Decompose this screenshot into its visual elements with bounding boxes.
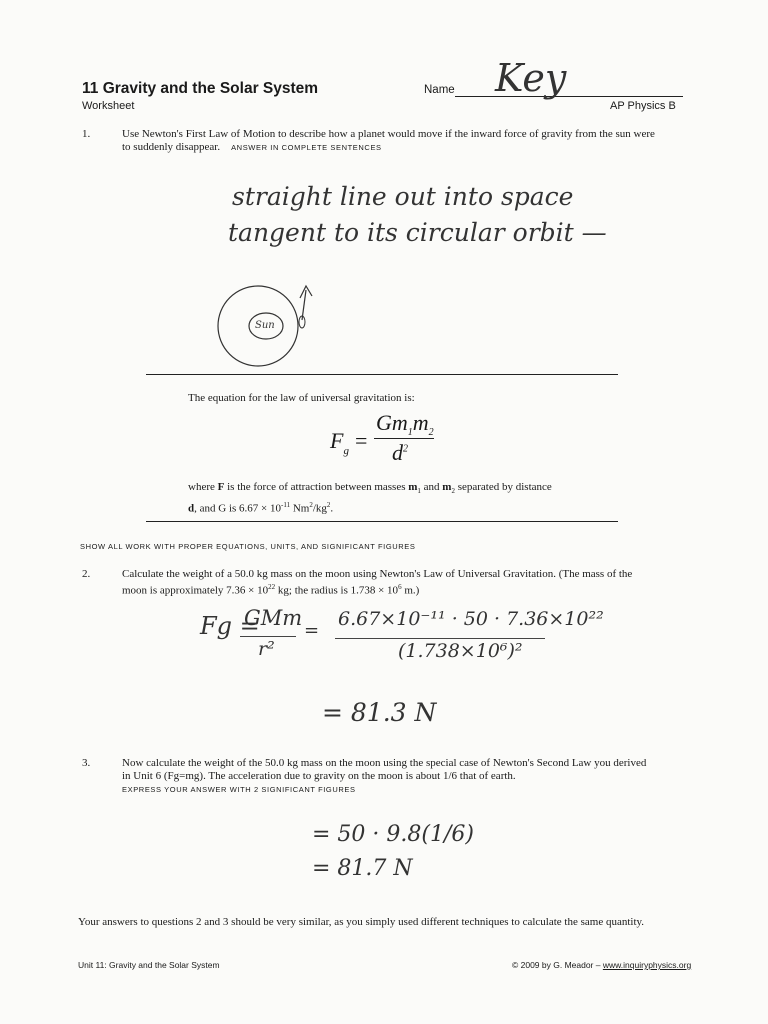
q2-line2-a: moon is approximately 7.36 × 10	[122, 584, 269, 597]
q3-work: = 50 · 9.8(1/6)	[312, 822, 474, 847]
line2-b: Nm	[290, 502, 310, 515]
law-intro: The equation for the law of universal gravitation is:	[188, 392, 415, 404]
closing-note: Your answers to questions 2 and 3 should be very similar, as you simply used different techniques to calculate the same quantity.	[78, 916, 645, 928]
tangent-arrow-shaft	[302, 290, 306, 320]
line2-d: d	[188, 502, 195, 515]
num-sub1: 1	[407, 427, 413, 438]
den-exp: 2	[403, 443, 408, 455]
name-value: Key	[495, 56, 567, 100]
course-label: AP Physics B	[610, 100, 676, 112]
q1-number: 1.	[82, 128, 91, 140]
formula-denominator	[392, 440, 408, 466]
gravitation-formula	[330, 428, 349, 457]
den-d: d	[392, 440, 403, 465]
q2-exp1: 22	[268, 583, 276, 591]
q2-text	[122, 568, 702, 598]
subtitle: Worksheet	[82, 100, 135, 112]
q2-work-den: r²	[258, 638, 275, 660]
q1-answer-line1: straight line out into space	[232, 182, 574, 211]
num-gm: Gm	[376, 410, 408, 435]
where-m1: m	[408, 481, 418, 493]
where-m2-sub: 2	[451, 487, 455, 496]
where-m1-sub: 1	[417, 487, 421, 496]
line2-exp: -11	[281, 501, 291, 510]
q3-number: 3.	[82, 757, 91, 769]
q2-line2-c: m.)	[401, 584, 420, 597]
line2-d2: .	[330, 502, 334, 515]
where-c: separated by distance	[454, 481, 552, 493]
line2-exp3: 2	[326, 501, 331, 510]
line2-exp2: 2	[309, 501, 313, 510]
formula-equals: =	[355, 428, 368, 453]
q3-instruction: EXPRESS YOUR ANSWER WITH 2 SIGNIFICANT FIGURES	[122, 785, 356, 794]
footer-link[interactable]: www.inquiryphysics.org	[602, 960, 692, 970]
unit-number: 11	[82, 80, 99, 97]
num-m2: m	[412, 410, 429, 435]
formula-numerator	[376, 410, 434, 438]
where-m2: m	[442, 481, 452, 493]
q1-instruction: ANSWER IN COMPLETE SENTENCES	[231, 143, 382, 152]
sun-label: Sun	[255, 320, 275, 331]
formula-lhs: F	[330, 428, 344, 453]
where-b: is the force of attraction between masses	[224, 481, 409, 493]
footer-left: Unit 11: Gravity and the Solar System	[78, 960, 220, 970]
q3-text	[122, 757, 702, 796]
q2-work-lhs: Fg =	[200, 612, 260, 640]
q2-work-bar1	[240, 636, 296, 637]
num-sub2: 2	[428, 427, 434, 438]
q1-text-line1: Use Newton's First Law of Motion to describe how a planet would move if the inward force of gravity from the sun were	[122, 128, 655, 140]
where-f: F	[217, 481, 225, 493]
fraction-bar	[374, 438, 434, 439]
divider-top	[146, 374, 618, 375]
q2-work-sub-num: 6.67×10⁻¹¹ · 50 · 7.36×10²²	[338, 608, 604, 630]
where-a: where	[188, 481, 218, 493]
footer-right	[512, 960, 691, 970]
q2-work-num: GMm	[244, 606, 303, 630]
formula-lhs-sub: g	[343, 445, 349, 457]
q2-answer: = 81.3 N	[322, 698, 437, 727]
q1-answer-line2: tangent to its circular orbit —	[228, 218, 607, 247]
q2-line1: Calculate the weight of a 50.0 kg mass on the moon using Newton's Law of Universal Gravitation. (The mass of the	[122, 568, 633, 580]
q2-number: 2.	[82, 568, 91, 580]
q2-work-eq: =	[304, 620, 320, 641]
footer-copyright: © 2009 by G. Meador –	[512, 960, 603, 970]
q2-work-bar2	[335, 638, 545, 639]
line2-c: /kg	[312, 502, 327, 515]
line2-a: , and G is 6.67 × 10	[194, 502, 281, 515]
where-and: and	[420, 481, 443, 493]
q2-exp2: 6	[398, 583, 402, 591]
q2-work-sub-den: (1.738×10⁶)²	[398, 640, 523, 662]
q3-line1: Now calculate the weight of the 50.0 kg mass on the moon using the special case of Newton's Second Law you derived	[122, 757, 647, 769]
q1-text-line2: to suddenly disappear.	[122, 141, 221, 153]
divider-bottom	[146, 521, 618, 522]
q2-line2-b: kg; the radius is 1.738 × 10	[275, 584, 399, 597]
work-instructions: SHOW ALL WORK WITH PROPER EQUATIONS, UNITS, AND SIGNIFICANT FIGURES	[80, 542, 416, 551]
q3-answer: = 81.7 N	[312, 856, 413, 881]
law-explanation	[188, 481, 608, 516]
name-label: Name	[424, 84, 455, 96]
q3-line2: in Unit 6 (Fg=mg). The acceleration due to gravity on the moon is about 1/6 that of earth.	[122, 770, 516, 782]
title-text: Gravity and the Solar System	[102, 80, 319, 97]
